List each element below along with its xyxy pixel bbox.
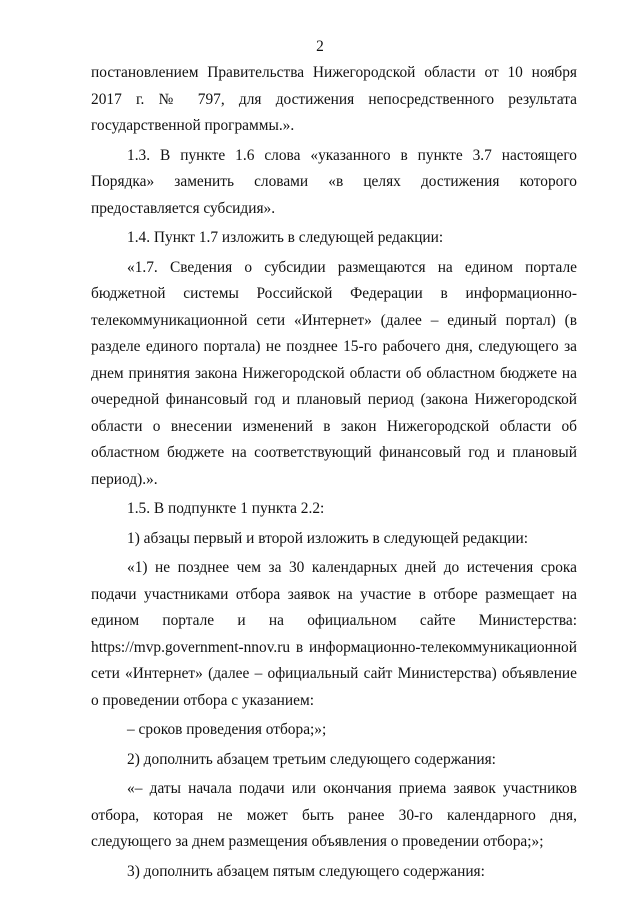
paragraph: 2) дополнить абзацем третьим следующего содержания:	[127, 750, 496, 768]
page-number: 2	[316, 38, 324, 55]
paragraph: «1) не позднее чем за 30 календарных дней до истечения срока подачи участниками отбора заявок на участие в отборе размещает на едином портале и на официальном сайте Министерства: https://mvp.government-nnov.ru в информационно-телекоммуникационной сети «Интернет» (далее – официальный сайт Министерства) объявление о проведении отбора с указанием:	[91, 559, 577, 709]
paragraph: 1.4. Пункт 1.7 изложить в следующей редакции:	[127, 229, 444, 246]
paragraph: 1.3. В пункте 1.6 слова «указанного в пункте 3.7 настоящего Порядка» заменить словами «в целях достижения которого предоставляется субсидия».	[91, 146, 577, 217]
paragraph: постановлением Правительства Нижегородской области от 10 ноября 2017 г. № 797, для достижения непосредственного результата государственной программы.».	[91, 64, 577, 134]
paragraph: «1.7. Сведения о субсидии размещаются на едином портале бюджетной системы Российской Федерации в информационно-телекоммуникационной сети «Интернет» (далее – единый портал) (в разделе единого портала) не позднее 15-го рабочего дня, следующего за днем принятия закона Нижегородской области об областном бюджете на очередной финансовый год и плановый период (закона Нижегородской области о внесении изменений в закон Нижегородской области об областном бюджете на соответствующий финансовый год и плановый период).».	[91, 258, 577, 488]
paragraph: «– даты начала подачи или окончания приема заявок участников отбора, которая не может быть ранее 30-го календарного дня, следующего за днем размещения объявления о проведении отбора;»;	[91, 780, 577, 850]
paragraph: 1) абзацы первый и второй изложить в следующей редакции:	[127, 529, 529, 547]
paragraph: 1.5. В подпункте 1 пункта 2.2:	[127, 500, 325, 517]
document-body	[91, 60, 577, 888]
paragraph: – сроков проведения отбора;»;	[127, 721, 327, 738]
paragraph: 3) дополнить абзацем пятым следующего содержания:	[127, 862, 485, 880]
